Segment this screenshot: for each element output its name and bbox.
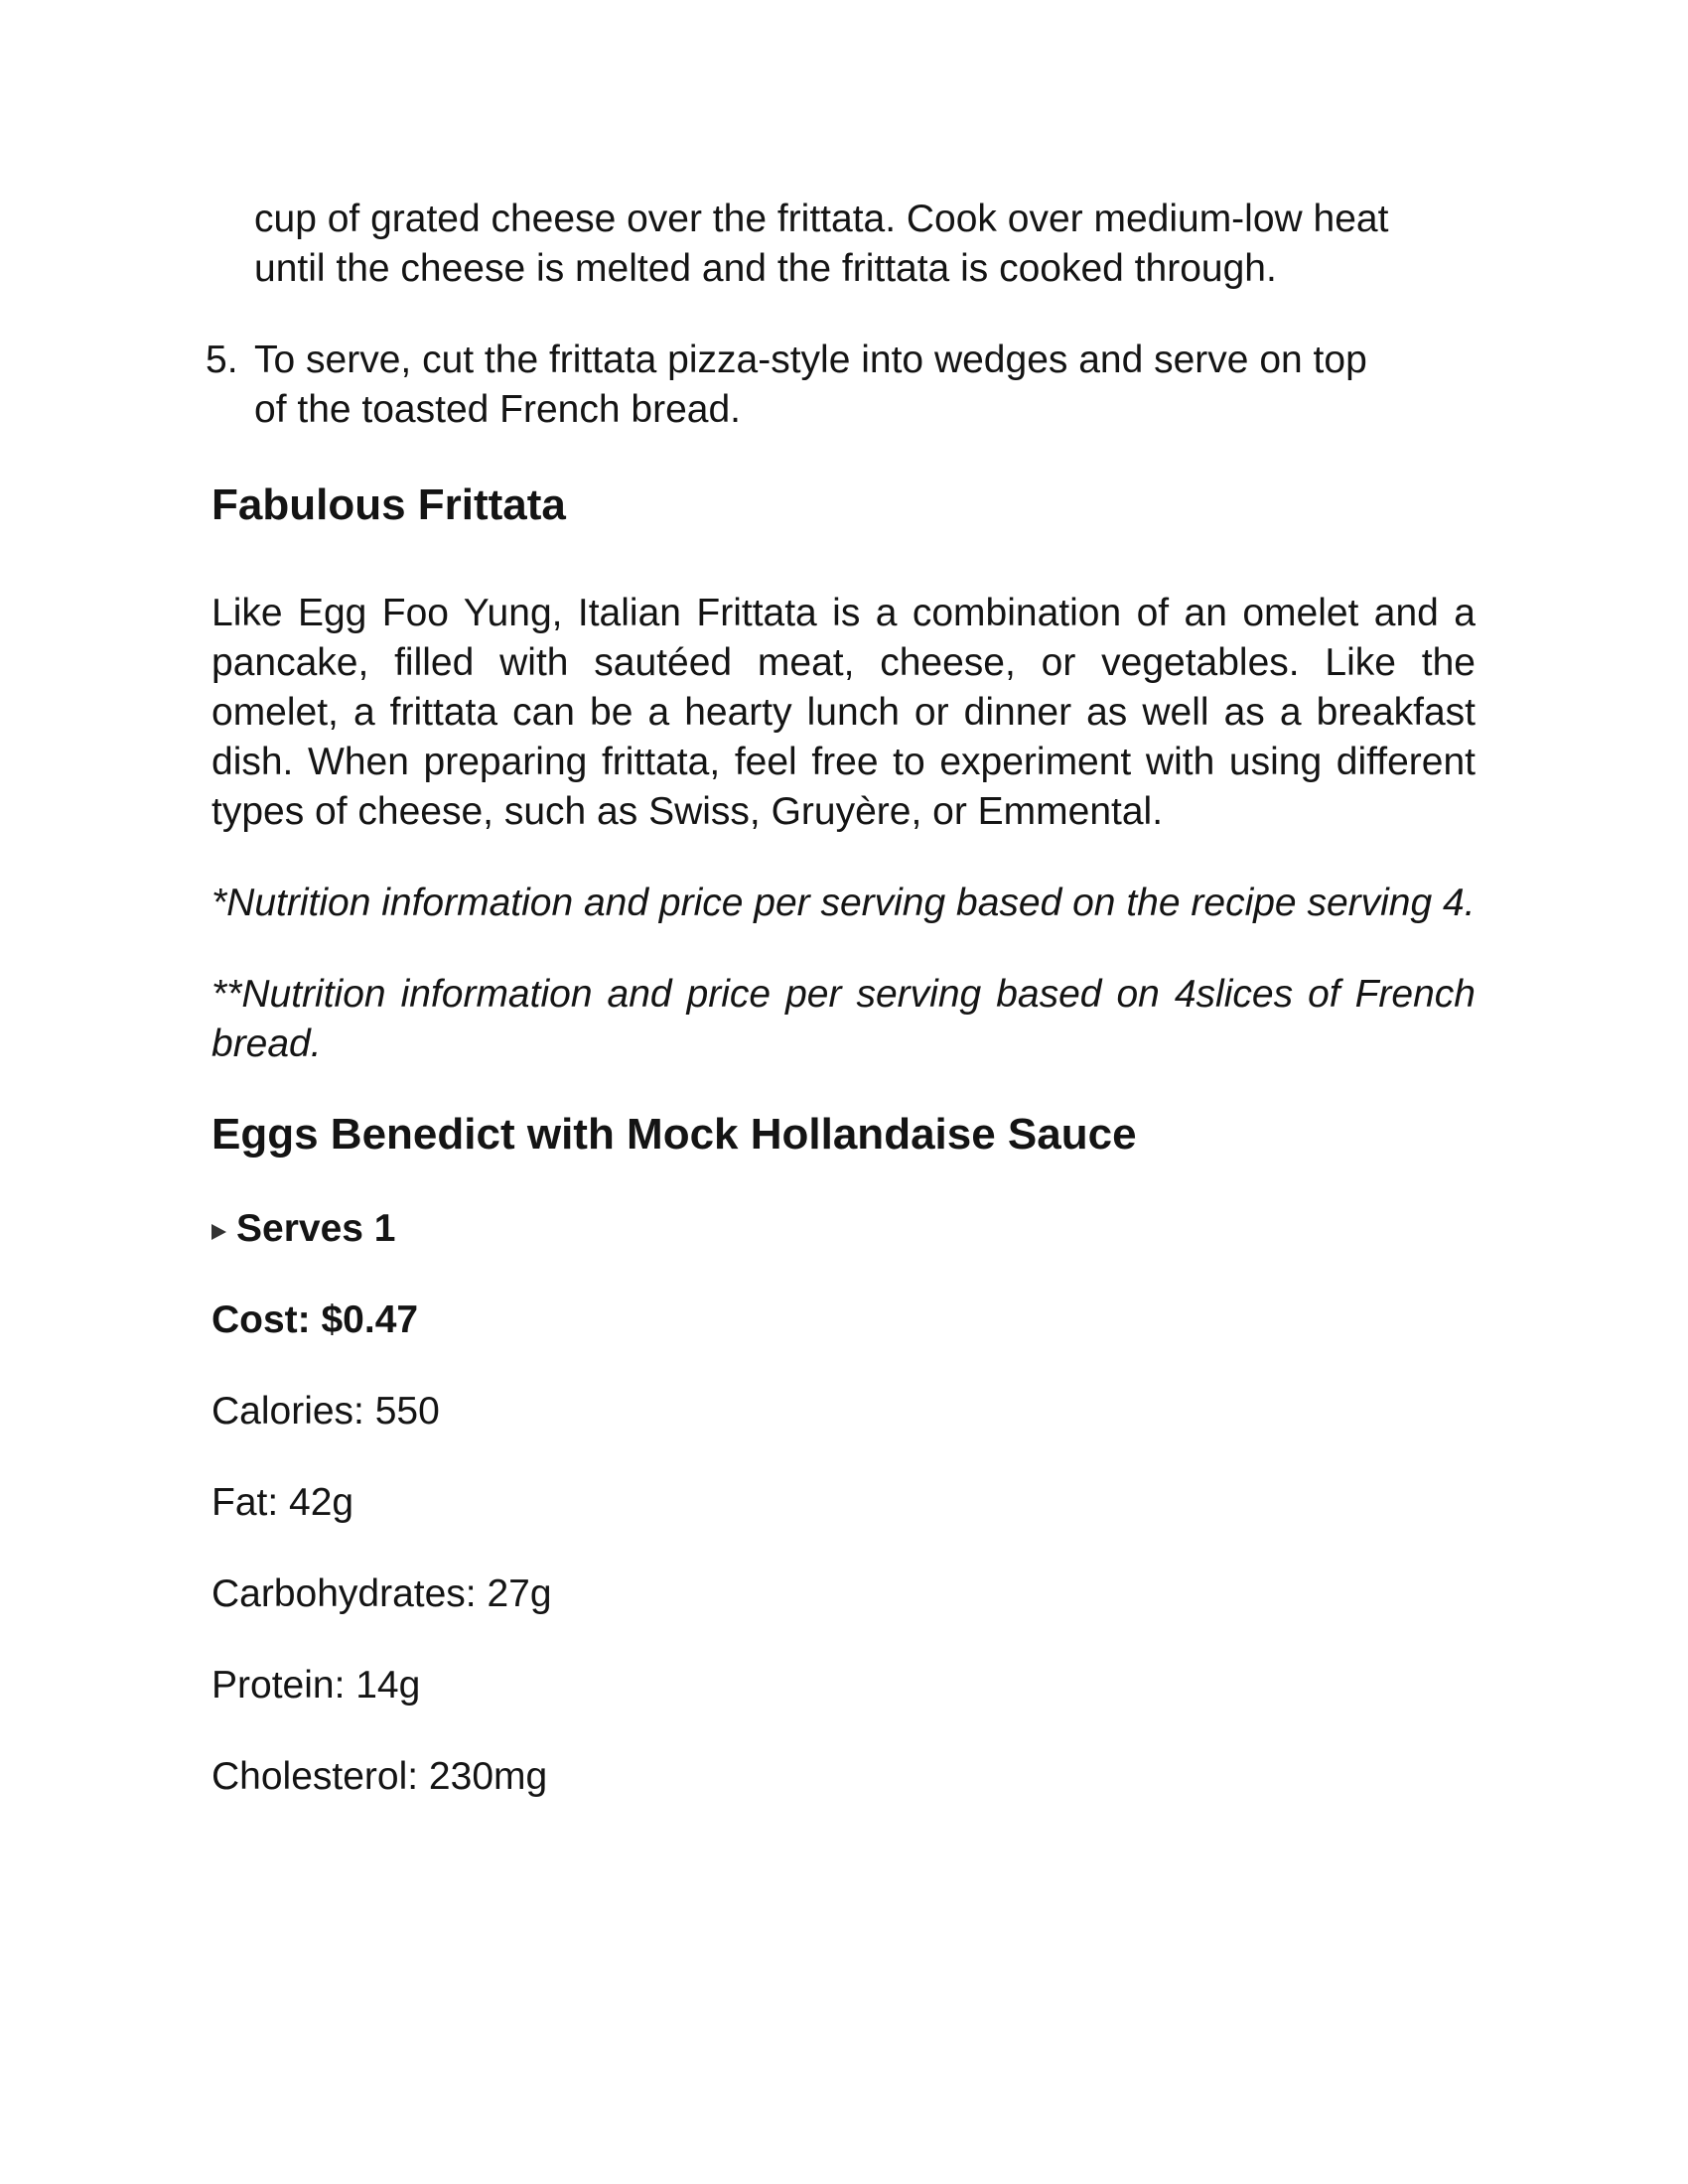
fat-line: Fat: 42g [211, 1481, 354, 1524]
section-title-benedict: Eggs Benedict with Mock Hollandaise Sauce [211, 1110, 1137, 1159]
triangle-bullet-icon [211, 1224, 226, 1240]
protein-line: Protein: 14g [211, 1664, 421, 1706]
carbohydrates-line: Carbohydrates: 27g [211, 1572, 552, 1615]
nutrition-note-2: **Nutrition information and price per serving based on 4slices of French bread. [211, 973, 1476, 1065]
calories-line: Calories: 550 [211, 1390, 440, 1433]
list-item [206, 336, 1476, 435]
step-number: 5. [206, 339, 238, 381]
serves-line [211, 1204, 1476, 1254]
continuation-line-2: until the cheese is melted and the frittata is cooked through. [254, 247, 1277, 290]
steps-list [206, 336, 1476, 435]
serves-text: Serves 1 [236, 1207, 396, 1250]
document-page [206, 195, 1476, 1802]
step-continuation [254, 195, 1476, 294]
continuation-line-1: cup of grated cheese over the frittata. Cook over medium-low heat [254, 198, 1389, 240]
cost-line: Cost: $0.47 [211, 1298, 419, 1341]
cholesterol-line: Cholesterol: 230mg [211, 1755, 548, 1798]
step-line-1: To serve, cut the frittata pizza-style into wedges and serve on top [254, 339, 1367, 381]
nutrition-note-1: *Nutrition information and price per serving based on the recipe serving 4. [211, 882, 1476, 924]
frittata-intro: Like Egg Foo Yung, Italian Frittata is a combination of an omelet and a pancake, filled with sautéed meat, cheese, or vegetables. Like the omelet, a frittata can be a hearty lunch or dinner as well as a breakfast dish. When preparing frittata, feel free to experiment with using different types of cheese, such as Swiss, Gruyère, or Emmental. [211, 592, 1476, 833]
section-title-frittata: Fabulous Frittata [211, 480, 566, 529]
step-line-2: of the toasted French bread. [254, 388, 741, 431]
